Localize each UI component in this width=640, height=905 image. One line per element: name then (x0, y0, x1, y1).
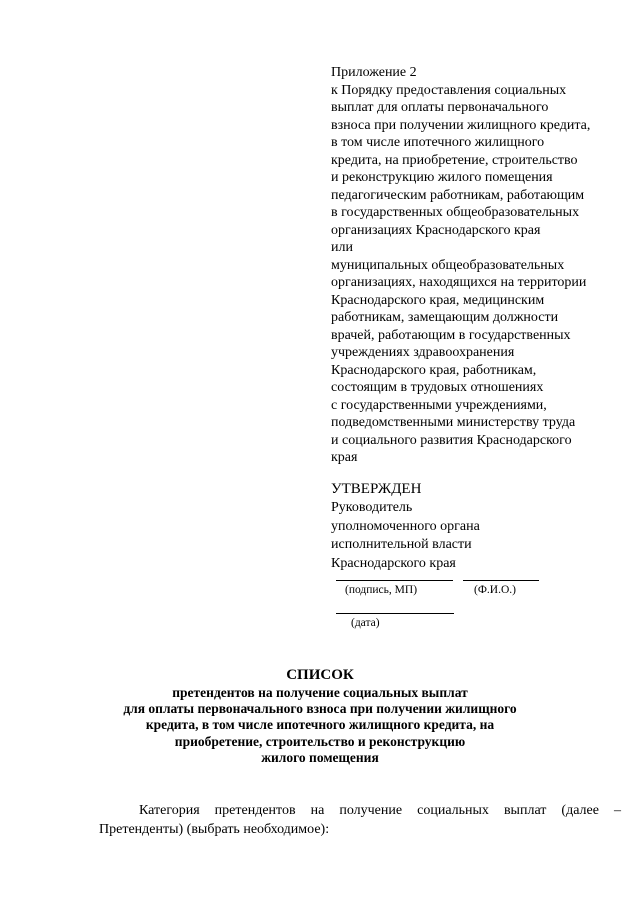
appendix-line: муниципальных общеобразовательных (331, 257, 565, 273)
body-line: Категория претендентов на получение социальных выплат (далее – (139, 803, 621, 818)
name-caption: (Ф.И.О.) (474, 584, 516, 596)
approved-heading: УТВЕРЖДЕН (331, 481, 422, 497)
list-subtitle-line: для оплаты первоначального взноса при получении жилищного (123, 701, 517, 717)
approver-line: Краснодарского края (331, 555, 456, 571)
appendix-line: подведомственными министерству труда (331, 415, 576, 430)
appendix-line: организациях, находящихся на территории (331, 275, 587, 290)
appendix-title: Приложение 2 (331, 65, 417, 80)
appendix-line: кредита, на приобретение, строительство (331, 152, 578, 168)
appendix-line: взноса при получении жилищного кредита, (331, 117, 591, 133)
appendix-line: к Порядку предоставления социальных (331, 82, 567, 98)
body-line: Претенденты) (выбрать необходимое): (99, 822, 330, 837)
approver-line: Руководитель (331, 500, 413, 515)
list-subtitle-line: претендентов на получение социальных выплат (172, 685, 468, 700)
appendix-line: учреждениях здравоохранения (331, 345, 515, 360)
appendix-line: состоящим в трудовых отношениях (331, 380, 544, 395)
appendix-line: и реконструкцию жилого помещения (331, 170, 553, 185)
appendix-line: и социального развития Краснодарского (331, 432, 572, 448)
approval-block (331, 480, 631, 573)
appendix-line: Краснодарского края, медицинским (331, 292, 545, 308)
date-caption: (дата) (351, 617, 380, 629)
appendix-line: края (331, 450, 358, 465)
body-paragraph (99, 801, 621, 839)
appendix-block (331, 64, 631, 467)
appendix-line: в государственных общеобразовательных (331, 205, 580, 220)
appendix-line: работникам, замещающим должности (331, 310, 559, 325)
appendix-line: организациях Краснодарского края (331, 222, 541, 238)
signature-area (331, 567, 591, 607)
list-heading: СПИСОК (286, 667, 354, 683)
appendix-line: или (331, 240, 353, 255)
appendix-line: в том числе ипотечного жилищного (331, 135, 545, 150)
appendix-line: выплат для оплаты первоначального (331, 100, 549, 115)
signature-caption: (подпись, МП) (345, 584, 418, 596)
list-subtitle-line: жилого помещения (261, 749, 379, 765)
appendix-line: Краснодарского края, работникам, (331, 362, 537, 378)
list-subtitle-line: приобретение, строительство и реконструкцию (174, 733, 466, 749)
appendix-line: педагогическим работникам, работающим (331, 187, 585, 203)
date-line (336, 613, 454, 614)
appendix-line: врачей, работающим в государственных (331, 327, 571, 343)
approver-line: исполнительной власти (331, 537, 472, 552)
signature-line (336, 580, 453, 581)
approver-line: уполномоченного органа (331, 518, 480, 534)
list-subtitle-line: кредита, в том числе ипотечного жилищного кредита, на (145, 717, 495, 733)
list-title (60, 666, 580, 766)
appendix-line: с государственными учреждениями, (331, 397, 547, 413)
name-line (463, 580, 539, 581)
